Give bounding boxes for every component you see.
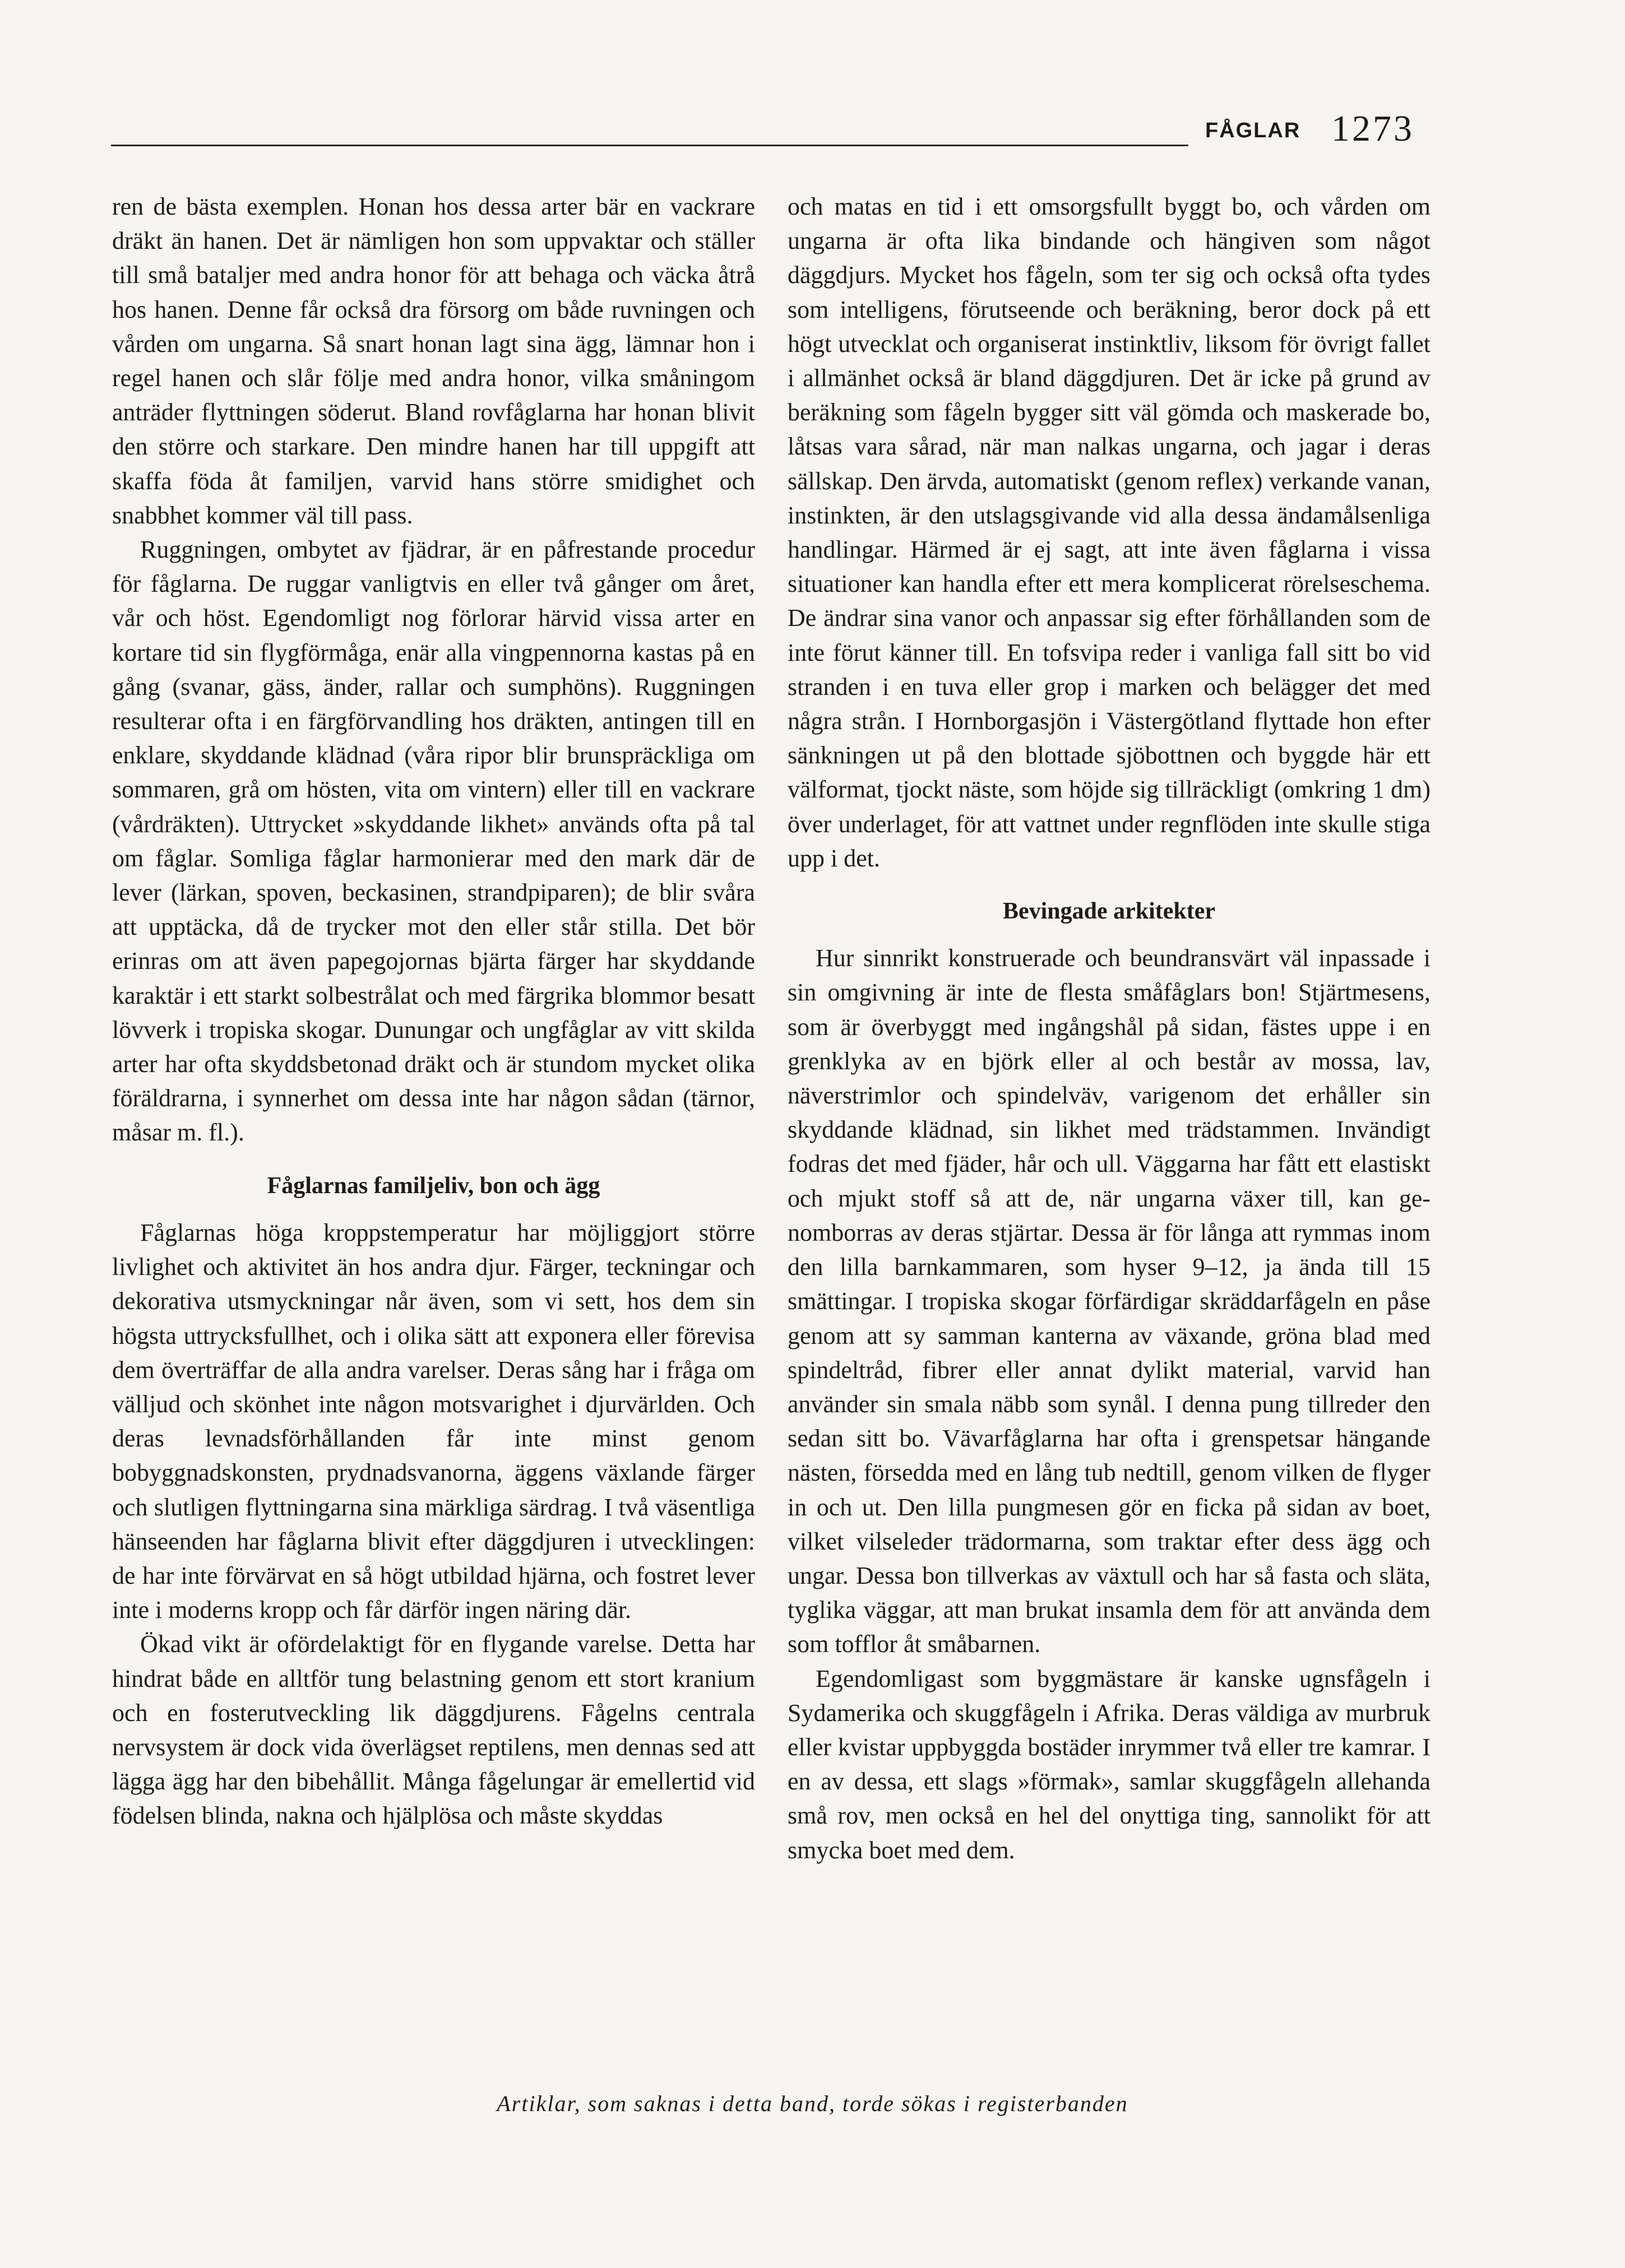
footer-note: Artiklar, som saknas i detta band, torde sökas i registerbanden (497, 2091, 1128, 2116)
right-column (788, 189, 1430, 1867)
section-heading: Bevingade arkitekter (1002, 898, 1216, 925)
paragraph: Hur sinnrikt konstruerade och beundransvärt väl inpassade i sin omgivning är inte de flesta småfåglars bon! Stjärtmesens, som är överbyggt med ingångshål på sidan, fästes uppe i en grenklyka av en björk eller al och består av mossa, lav, näverstrimlor och spindelväv, varigenom det erhåller sin skyddande klädnad, sin likhet med trädstammen. Invändigt fodras det med fjäder, hår och ull. Väggarna har fått ett elastiskt och mjukt stoff så att de, när ungarna växer till, kan genomborras av deras stjärtar. Dessa är för långa att rymmas inom den lilla barnkammaren, som hyser 9–12, ja ända till 15 smättingar. I tropiska skogar förfärdigar skräddarfågeln en påse genom att sy samman kanterna av växande, gröna blad med spindeltråd, fibrer eller annat dylikt material, varvid han använder sin smala näbb som synål. I denna pung tillreder den sedan sitt bo. Vävarfåglarna har ofta i grenspetsar hängande nästen, försedda med en lång tub nedtill, genom vilken de flyger in och ut. Den lilla pungmesen gör en ficka på sidan av boet, vilket vilseleder trädormarna, som traktar efter dess ägg och ungar. Dessa bon tillverkas av växtull och har så fasta och släta, tyglika väggar, att man brukat insamla dem för att använda dem som tofflor åt småbarnen. (788, 944, 1430, 1658)
paragraph: Ökad vikt är ofördelaktigt för en flygande varelse. Detta har hindrat både en alltför tung belastning genom ett stort kranium och en fosterutveckling lik däggdjurens. Fågelns centrala nervsystem är dock vida överlägset reptilens, men dennas sed att lägga ägg har den bibehållit. Många fågelungar är emellertid vid födelsen blinda, nakna och hjälplösa och måste skyddas (112, 1630, 755, 1830)
paragraph: och matas en tid i ett omsorgsfullt byggt bo, och vården om ungarna är ofta lika bindande och hängiven som något däggdjurs. Mycket hos fågeln, som ter sig och också ofta tydes som intelligens, förutseende och beräkning, beror dock på ett högt utvecklat och organiserat instinktliv, liksom för övrigt fallet i allmänhet också är bland däggdjuren. Det är icke på grund av beräkning som fågeln bygger sitt väl gömda och maskerade bo, låtsas vara sårad, när man nalkas ungarna, och jagar i deras sällskap. Den ärvda, automatiskt (genom reflex) verkande vanan, instinkten, är den utslagsgivande vid alla dessa ändamålsenliga handlingar. Härmed är ej sagt, att inte även fåglarna i vissa situationer kan handla efter ett mera komplicerat rörelseschema. De ändrar sina vanor och anpassar sig efter förhållanden som de inte förut känner till. En tofsvipa reder i vanliga fall sitt bo vid stranden i en tuva eller grop i marken och belägger det med några strån. I Hornborgasjön i Västergötland flyttade hon efter sänkningen ut på den blottade sjöbottnen och byggde här ett välformat, tjockt näste, som höjde sig tillräckligt (omkring 1 dm) över underlaget, för att vattnet under regnflöden inte skulle stiga upp i det. (788, 193, 1430, 872)
running-head: FÅGLAR (1205, 119, 1301, 142)
section-heading: Fåglarnas familjeliv, bon och ägg (267, 1172, 600, 1199)
paragraph: Fåglarnas höga kroppstemperatur har möjliggjort större livlighet och aktivitet än hos andra djur. Färger, teckningar och dekorativa utsmyckningar når även, som vi sett, hos dem sin högsta uttrycksfullhet, och i olika sätt att exponera eller förevisa dem överträffar de alla andra varelser. Deras sång har i fråga om välljud och skönhet inte någon motsvarighet i djurvärlden. Och deras levnadsförhållanden får inte minst genom bobyggnadskonsten, prydnadsvanorna, äggens växlande färger och slutligen flyttningarna sina märkliga särdrag. I två väsentliga hänseenden har fåglarna blivit efter däggdjuren i utvecklingen: de har inte förvärvat en så högt utbildad hjärna, och fostret lever inte i moderns kropp och får därför ingen näring där. (112, 1218, 755, 1624)
paragraph: Egendomligast som byggmästare är kanske ugnsfågeln i Sydamerika och skuggfågeln i Afrika. Deras väldiga av murbruk eller kvistar uppbyggda bostäder inrymmer två eller tre kamrar. I en av dessa, ett slags »förmak», samlar skuggfågeln allehanda små rov, men också en hel del onyttiga ting, sannolikt för att smycka boet med dem. (788, 1664, 1430, 1864)
paragraph: ren de bästa exemplen. Honan hos dessa arter bär en vackrare dräkt än hanen. Det är nämligen hon som uppvaktar och ställer till små bataljer med andra honor för att behaga och väcka åtrå hos hanen. Denne får också dra försorg om både ruvningen och vården om ungarna. Så snart honan lagt sina ägg, lämnar hon i regel hanen och slår följe med andra honor, vilka småningom anträder flyttningen söderut. Bland rovfåglarna har honan blivit den större och starkare. Den mindre hanen har till uppgift att skaffa föda åt familjen, varvid hans större smidighet och snabbhet kommer väl till pass. (112, 193, 755, 529)
header-rule (111, 145, 1188, 146)
page-number: 1273 (1331, 108, 1414, 149)
paragraph: Ruggningen, ombytet av fjädrar, är en påfrestande procedur för fåglarna. De ruggar vanligtvis en eller två gånger om året, vår och höst. Egendomligt nog förlorar härvid vissa arter en kortare tid sin flygförmåga, enär alla vingpennorna kastas på en gång (svanar, gäss, änder, rallar och sumphöns). Ruggningen resulterar ofta i en färgförvandling hos dräkten, antingen till en enklare, skyddande klädnad (våra ripor blir brunspräckliga om sommaren, grå om hösten, vita om vintern) eller till en vackrare (vårdräkten). Uttrycket »skyddande likhet» används ofta på tal om fåglar. Somliga fåglar harmonierar med den mark där de lever (lärkan, spoven, beckasinen, strandpiparen); de blir svåra att upptäcka, då de trycker mot den eller står stilla. Det bör erinras om att även papegojornas bjärta färger har skyddande karaktär i ett starkt solbestrålat och med färgrika blommor besatt lövverk i tropiska skogar. Dunungar och ungfåglar av vitt skilda arter har ofta skyddsbetonad dräkt och är stundom mycket olika föräldrarna, i synnerhet om dessa inte har någon sådan (tärnor, måsar m. fl.). (112, 536, 755, 1147)
left-column (112, 189, 755, 1833)
